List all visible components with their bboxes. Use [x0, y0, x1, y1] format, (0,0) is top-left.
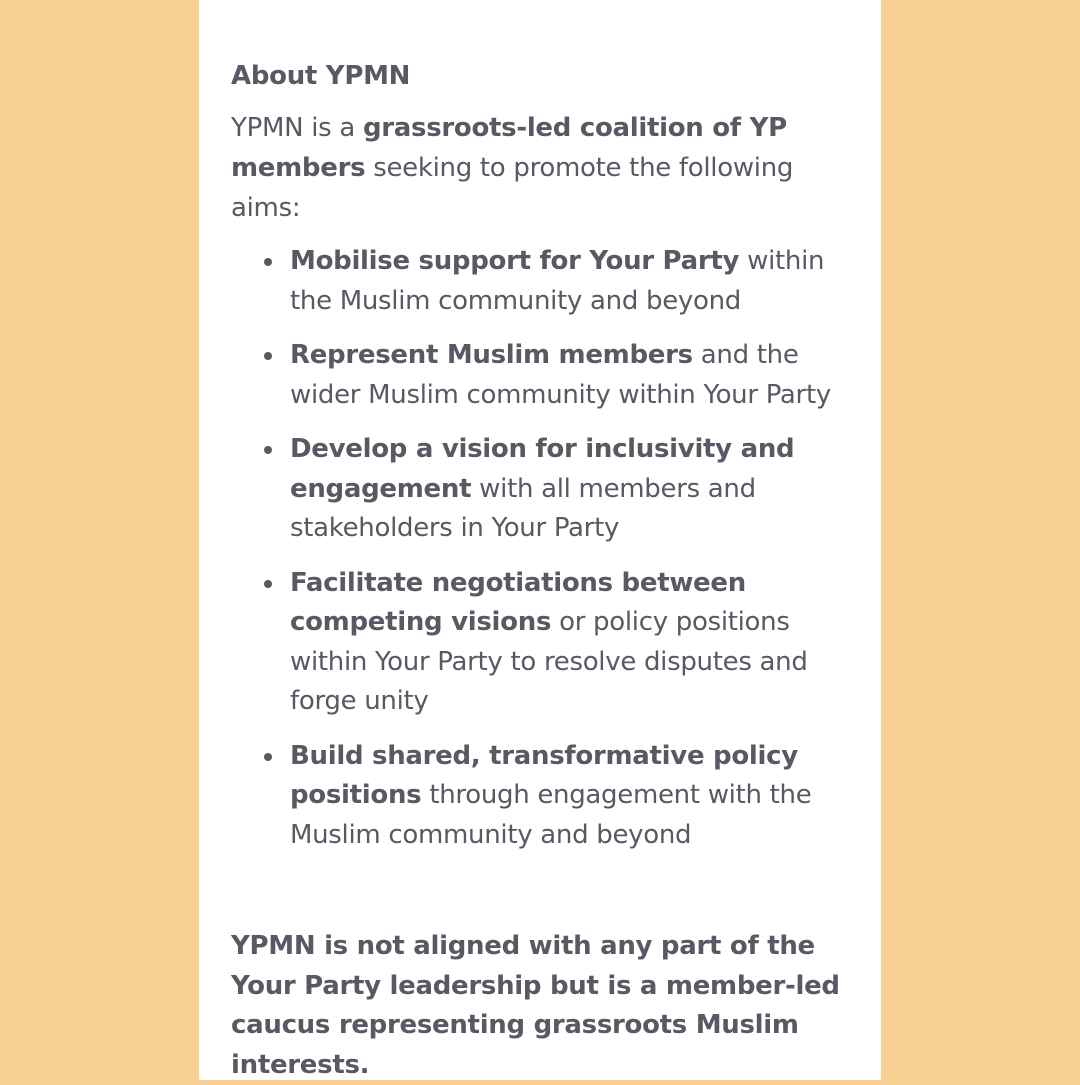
aim-description: with all members and stakeholders in Your Party	[290, 473, 756, 543]
intro-emphasis: grassroots-led coalition of YP members	[231, 113, 787, 183]
aim-item	[290, 737, 851, 856]
aim-description: and the wider Muslim community within Your Party	[290, 340, 831, 410]
aims-list	[231, 242, 851, 855]
aim-item	[290, 564, 851, 722]
section-heading: About YPMN	[231, 61, 411, 91]
aim-item	[290, 242, 851, 321]
aim-item	[290, 430, 851, 549]
aim-title: Mobilise support for Your Party	[290, 246, 740, 276]
aim-title: Build shared, transformative policy positions	[290, 740, 798, 810]
aim-description: or policy positions within Your Party to resolve disputes and forge unity	[290, 607, 808, 716]
bullet-icon	[264, 753, 272, 761]
intro-text-start: YPMN is a	[231, 113, 363, 143]
aim-title: Facilitate negotiations between competing visions	[290, 567, 746, 637]
intro-paragraph	[231, 108, 851, 228]
bullet-icon	[264, 352, 272, 360]
bullet-icon	[264, 580, 272, 588]
bullet-icon	[264, 258, 272, 266]
bullet-icon	[264, 446, 272, 454]
closing-statement: YPMN is not aligned with any part of the Your Party leadership but is a member-led caucus representing grassroots Muslim interests.	[231, 931, 840, 1080]
aim-title: Develop a vision for inclusivity and engagement	[290, 434, 795, 504]
content-card	[199, 0, 881, 1080]
aim-title: Represent Muslim members	[290, 340, 693, 370]
aim-description: within the Muslim community and beyond	[290, 246, 825, 316]
aim-description: through engagement with the Muslim community and beyond	[290, 780, 812, 850]
aim-item	[290, 336, 851, 415]
about-section	[231, 56, 851, 1085]
intro-text-end: seeking to promote the following aims:	[231, 153, 794, 223]
